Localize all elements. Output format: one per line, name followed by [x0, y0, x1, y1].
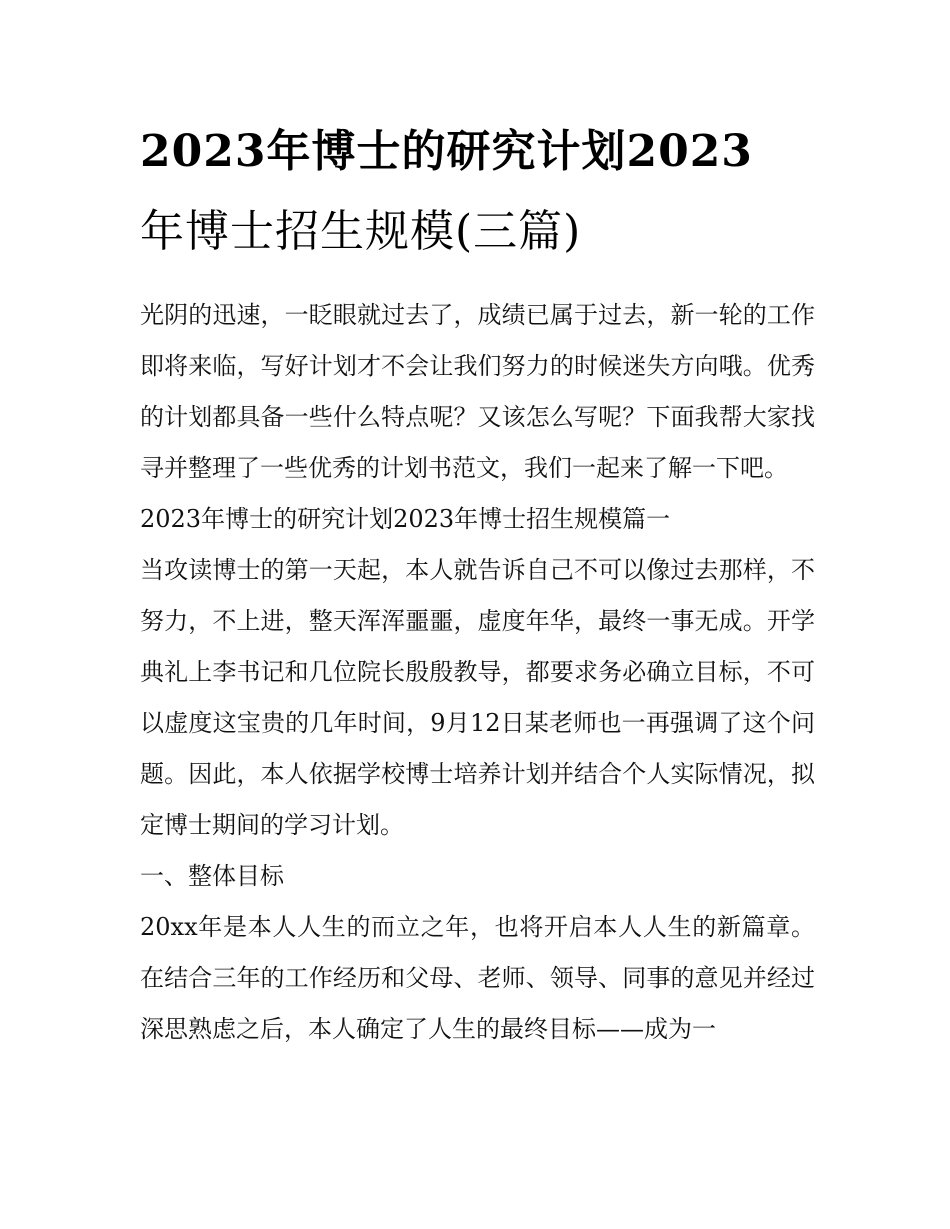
subheading-overall-goal: 一、整体目标	[140, 862, 284, 890]
title-line-2: 年博士招生规模(三篇)	[140, 206, 582, 257]
section-heading-part-one: 2023年博士的研究计划2023年博士招生规模篇一	[140, 505, 671, 533]
title-line-1: 2023年博士的研究计划2023	[140, 126, 753, 177]
document-body	[140, 112, 815, 1055]
body-paragraph-1: 当攻读博士的第一天起，本人就告诉自己不可以像过去那样，不努力，不上进，整天浑浑噩噩，虚度年华，最终一事无成。开学典礼上李书记和几位院长殷殷教导，都要求务必确立目标，不可以虚度这宝贵的几年时间，9月12日某老师也一再强调了这个问题。因此，本人依据学校博士培养计划并结合个人实际情况，拟定博士期间的学习计划。	[140, 556, 815, 839]
body-paragraph-2: 20xx年是本人人生的而立之年，也将开启本人人生的新篇章。在结合三年的工作经历和父母、老师、领导、同事的意见并经过深思熟虑之后，本人确定了人生的最终目标——成为一	[140, 913, 815, 1043]
intro-paragraph: 光阴的迅速，一眨眼就过去了，成绩已属于过去，新一轮的工作即将来临，写好计划才不会让我们努力的时候迷失方向哦。优秀的计划都具备一些什么特点呢？又该怎么写呢？下面我帮大家找寻并整理了一些优秀的计划书范文，我们一起来了解一下吧。	[140, 301, 815, 482]
document-title	[140, 112, 815, 272]
title-spacing	[140, 272, 815, 290]
